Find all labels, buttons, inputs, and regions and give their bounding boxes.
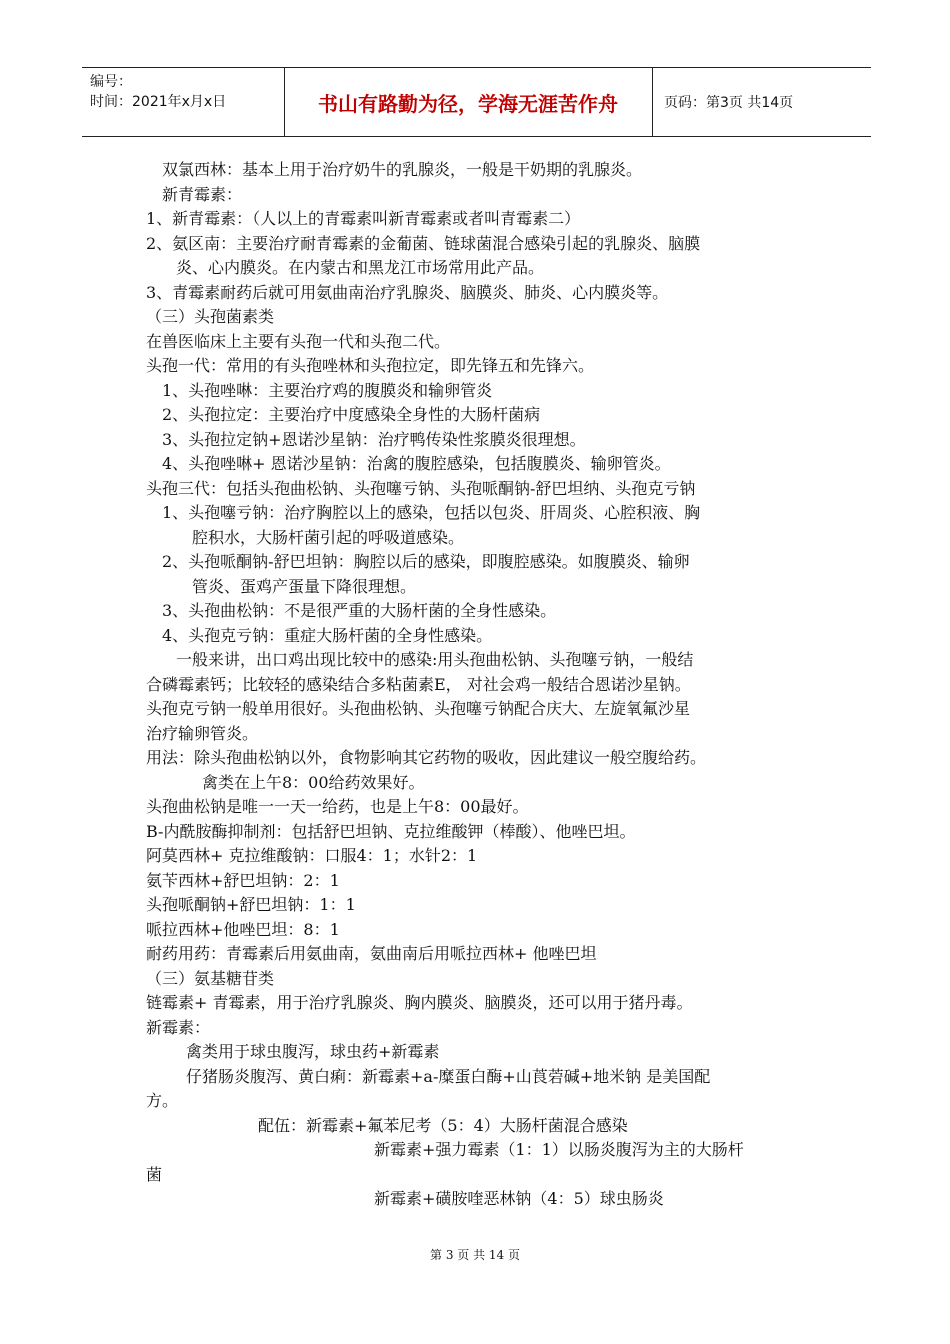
text-line: 新霉素：: [146, 1017, 211, 1037]
text-line: 1、头孢噻亏钠：治疗胸腔以上的感染，包括以包炎、肝周炎、心腔积液、胸: [162, 503, 701, 522]
text-line: 一般来讲，出口鸡出现比较中的感染:用头孢曲松钠、头孢噻亏钠，一般结: [176, 650, 694, 669]
text-line: 3、头孢曲松钠：不是很严重的大肠杆菌的全身性感染。: [162, 601, 557, 620]
header-motto: 书山有路勤为径，学海无涯苦作舟: [318, 91, 618, 116]
text-line: 4、头孢克亏钠：重症大肠杆菌的全身性感染。: [162, 625, 493, 645]
text-line: 新霉素+磺胺喹恶林钠（4：5）球虫肠炎: [374, 1189, 664, 1208]
text-line: 菌: [146, 1164, 163, 1184]
text-line: 炎、心内膜炎。在内蒙古和黑龙江市场常用此产品。: [176, 258, 545, 277]
text-line: 链霉素+ 青霉素，用于治疗乳腺炎、胸内膜炎、脑膜炎，还可以用于猪丹毒。: [146, 993, 693, 1012]
text-line: 耐药用药：青霉素后用氨曲南，氨曲南后用哌拉西林+ 他唑巴坦: [146, 944, 597, 963]
page-footer: 第 3 页 共 14 页: [430, 1248, 520, 1262]
text-line: 头孢哌酮钠+舒巴坦钠：1：1: [146, 895, 356, 914]
text-line: 配伍：新霉素+氟苯尼考（5：4）大肠杆菌混合感染: [258, 1115, 628, 1135]
text-line: 腔积水，大肠杆菌引起的呼吸道感染。: [192, 527, 465, 547]
text-line: 禽类在上午8：00给药效果好。: [202, 772, 425, 792]
section-heading: （三）氨基糖苷类: [146, 968, 275, 988]
text-line: 阿莫西林+ 克拉维酸钠：口服4：1；水针2：1: [146, 846, 478, 865]
text-line: 头孢曲松钠是唯一一天一给药，也是上午8：00最好。: [146, 797, 529, 816]
text-line: 3、青霉素耐药后就可用氨曲南治疗乳腺炎、脑膜炎、肺炎、心内膜炎等。: [146, 282, 669, 302]
text-line: 4、头孢唑啉+ 恩诺沙星钠：治禽的腹腔感染，包括腹膜炎、输卵管炎。: [162, 454, 671, 473]
text-line: 1、头孢唑啉：主要治疗鸡的腹膜炎和输卵管炎: [162, 380, 493, 400]
text-line: 1、新青霉素：（人以上的青霉素叫新青霉素或者叫青霉素二）: [146, 209, 581, 228]
text-line: 2、头孢拉定：主要治疗中度感染全身性的大肠杆菌病: [162, 405, 541, 424]
header-meta: [90, 72, 226, 112]
text-line: 2、头孢哌酮钠-舒巴坦钠：胸腔以后的感染，即腹腔感染。如腹膜炎、输卵: [162, 552, 690, 571]
text-line: 头孢一代：常用的有头孢唑林和头孢拉定，即先锋五和先锋六。: [146, 356, 595, 375]
text-line: 头孢克亏钠一般单用很好。头孢曲松钠、头孢噻亏钠配合庆大、左旋氧氟沙星: [146, 699, 691, 718]
text-line: 3、头孢拉定钠+恩诺沙星钠：治疗鸭传染性浆膜炎很理想。: [162, 429, 586, 449]
document-body: [146, 158, 810, 1212]
text-line: B-内酰胺酶抑制剂：包括舒巴坦钠、克拉维酸钾（棒酸）、他唑巴坦。: [146, 821, 636, 841]
header-divider: [652, 68, 653, 136]
text-line: 氨苄西林+舒巴坦钠：2：1: [146, 870, 340, 890]
text-line: 用法：除头孢曲松钠以外，食物影响其它药物的吸收，因此建议一般空腹给药。: [146, 748, 707, 767]
page-indicator: 页码：第3页 共14页: [664, 95, 794, 111]
text-line: 合磷霉素钙；比较轻的感染结合多粘菌素E， 对社会鸡一般结合恩诺沙星钠。: [146, 674, 691, 694]
text-line: 在兽医临床上主要有头孢一代和头孢二代。: [146, 331, 451, 351]
date-label: 时间：2021年x月x日: [90, 94, 227, 110]
page-header: [82, 67, 871, 137]
text-line: 头孢三代：包括头孢曲松钠、头孢噻亏钠、头孢哌酮钠-舒巴坦纳、头孢克亏钠: [146, 478, 696, 498]
text-line: 哌拉西林+他唑巴坦：8：1: [146, 919, 340, 939]
text-line: 禽类用于球虫腹泻，球虫药+新霉素: [186, 1042, 440, 1061]
text-line: 新青霉素：: [162, 184, 243, 204]
text-line: 仔猪肠炎腹泻、黄白痢：新霉素+a-糜蛋白酶+山莨菪碱+地米钠 是美国配: [186, 1066, 711, 1086]
text-line: 方。: [146, 1091, 179, 1110]
text-line: 新霉素+强力霉素（1：1）以肠炎腹泻为主的大肠杆: [374, 1140, 744, 1159]
section-heading: （三）头孢菌素类: [146, 307, 275, 326]
text-line: 治疗输卵管炎。: [146, 723, 259, 743]
number-label: 编号：: [90, 74, 132, 90]
text-line: 2、氨区南：主要治疗耐青霉素的金葡菌、链球菌混合感染引起的乳腺炎、脑膜: [146, 233, 701, 253]
text-line: 管炎、蛋鸡产蛋量下降很理想。: [192, 576, 417, 596]
text-line: 双氯西林：基本上用于治疗奶牛的乳腺炎，一般是干奶期的乳腺炎。: [162, 160, 643, 179]
